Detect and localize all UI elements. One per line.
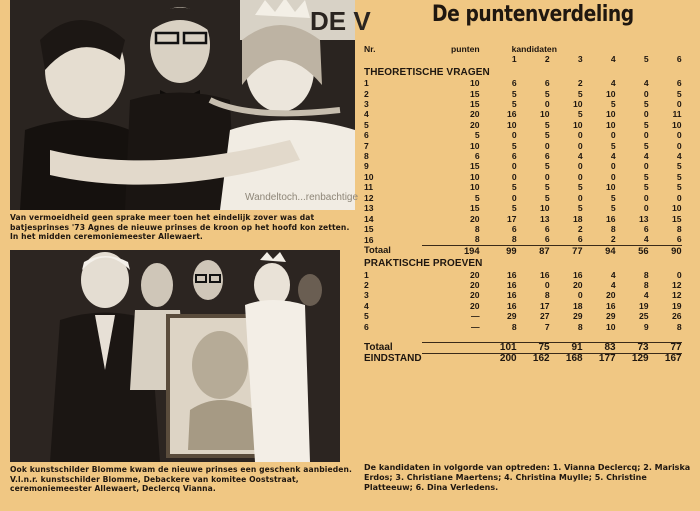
score-cell: 5 — [511, 182, 517, 193]
score-cell: 11 — [672, 109, 682, 120]
final-label: EINDSTAND — [364, 353, 422, 365]
score-cell: 10 — [507, 119, 517, 130]
score-cell: 10 — [573, 99, 583, 110]
table-header-row — [364, 54, 682, 64]
score-cell: 8 — [544, 290, 550, 301]
header-candidate-1: 1 — [511, 54, 517, 65]
score-cell: 5 — [511, 99, 517, 110]
score-cell: 5 — [544, 130, 550, 141]
score-cell: 0 — [511, 192, 517, 203]
score-cell: 5 — [577, 109, 583, 120]
theory-row — [364, 130, 682, 140]
score-cell: 4 — [610, 279, 616, 290]
score-cell: 19 — [639, 300, 649, 311]
score-cell: 0 — [577, 290, 583, 301]
score-cell: 0 — [577, 161, 583, 172]
score-cell: 16 — [606, 300, 616, 311]
score-cell: 5 — [544, 182, 550, 193]
score-cell: 29 — [573, 311, 583, 322]
score-cell: 13 — [639, 213, 649, 224]
photo-painting-image — [10, 250, 340, 462]
theory-row — [364, 234, 682, 245]
table-header-row — [364, 44, 682, 54]
theory-row — [364, 214, 682, 224]
score-cell: 10 — [672, 203, 682, 214]
score-cell: 5 — [544, 88, 550, 99]
theory-row — [364, 109, 682, 119]
total-cell: 99 — [484, 245, 517, 256]
score-cell: 12 — [672, 290, 682, 301]
score-cell: 16 — [540, 269, 550, 280]
header-nr: Nr. — [364, 44, 376, 54]
score-cell: 29 — [507, 311, 517, 322]
score-cell: 7 — [544, 321, 550, 332]
score-cell: 5 — [676, 171, 682, 182]
question-nr: 16 — [364, 234, 374, 245]
score-cell: 4 — [610, 78, 616, 89]
score-cell: 0 — [610, 130, 616, 141]
score-cell: 5 — [577, 203, 583, 214]
theory-row — [364, 78, 682, 88]
score-cell: 0 — [577, 171, 583, 182]
header-candidate-3: 3 — [577, 54, 583, 65]
total-cell: 87 — [517, 245, 550, 256]
final-cell: 177 — [583, 354, 616, 365]
question-nr: 5 — [364, 119, 369, 130]
max-points: 8 — [474, 234, 480, 245]
practice-row — [364, 270, 682, 280]
score-cell: 0 — [676, 130, 682, 141]
practice-row — [364, 301, 682, 311]
max-points: 20 — [470, 119, 480, 130]
score-cell: 4 — [676, 151, 682, 162]
score-cell: 0 — [610, 161, 616, 172]
question-nr: 7 — [364, 140, 369, 151]
score-cell: 5 — [511, 88, 517, 99]
score-cell: 8 — [610, 223, 616, 234]
final-row — [364, 354, 682, 365]
practice-row — [364, 311, 682, 321]
theory-total-row — [364, 245, 682, 256]
max-points: 10 — [470, 140, 480, 151]
score-cell: 4 — [643, 234, 649, 245]
score-cell: 5 — [610, 203, 616, 214]
score-cell: 16 — [507, 290, 517, 301]
theory-row — [364, 99, 682, 109]
score-cell: 18 — [573, 300, 583, 311]
score-cell: 16 — [507, 279, 517, 290]
score-cell: 5 — [610, 192, 616, 203]
max-points: 15 — [470, 88, 480, 99]
score-cell: 0 — [577, 140, 583, 151]
score-cell: 5 — [676, 88, 682, 99]
total-max-points: 194 — [422, 245, 484, 256]
score-cell: 17 — [540, 300, 550, 311]
total-label: Totaal — [364, 341, 393, 353]
header-candidate-4: 4 — [610, 54, 616, 65]
score-cell: 9 — [643, 321, 649, 332]
header-candidate-6: 6 — [676, 54, 682, 65]
max-points: 20 — [470, 109, 480, 120]
score-cell: 0 — [643, 130, 649, 141]
score-cell: 16 — [507, 109, 517, 120]
question-nr: 2 — [364, 88, 369, 99]
score-cell: 6 — [577, 234, 583, 245]
score-cell: 6 — [643, 223, 649, 234]
total-cell: 56 — [616, 245, 649, 256]
practice-row — [364, 290, 682, 300]
score-cell: 10 — [606, 88, 616, 99]
question-nr: 14 — [364, 213, 374, 224]
header-blank — [422, 54, 484, 64]
score-cell: 0 — [511, 171, 517, 182]
score-cell: 4 — [610, 151, 616, 162]
question-nr: 6 — [364, 130, 369, 141]
score-cell: 0 — [676, 140, 682, 151]
theory-row — [364, 203, 682, 213]
practice-row — [364, 280, 682, 290]
max-points: 10 — [470, 171, 480, 182]
score-cell: 0 — [643, 109, 649, 120]
candidates-footnote: De kandidaten in volgorde van optreden: 1. Vianna Declercq; 2. Mariska Erdos; 3. Christiane Maertens; 4. Christina Muylle; 5. Christine Platteeuw; 6. Dina Verledens. — [364, 463, 691, 492]
score-cell: 5 — [544, 161, 550, 172]
theory-row — [364, 182, 682, 192]
question-nr: 8 — [364, 151, 369, 162]
score-cell: 10 — [573, 119, 583, 130]
max-points: 20 — [470, 290, 480, 301]
score-cell: 19 — [672, 300, 682, 311]
score-cell: 6 — [676, 234, 682, 245]
proof-nr: 4 — [364, 300, 369, 311]
theory-row — [364, 224, 682, 234]
max-points: 15 — [470, 161, 480, 172]
score-cell: 10 — [606, 109, 616, 120]
score-cell: 5 — [676, 161, 682, 172]
score-cell: 2 — [610, 234, 616, 245]
photo-painting-gift — [10, 250, 340, 462]
score-cell: 6 — [511, 151, 517, 162]
proof-nr: 5 — [364, 311, 369, 322]
score-cell: 6 — [544, 234, 550, 245]
ghost-text: Wandeltoch...renbachtige — [245, 192, 359, 203]
total-cell: 75 — [517, 342, 550, 353]
header-blank — [364, 54, 422, 64]
max-points: 20 — [470, 279, 480, 290]
theory-row — [364, 172, 682, 182]
max-points: 20 — [470, 269, 480, 280]
theory-row — [364, 161, 682, 171]
score-cell: 5 — [511, 203, 517, 214]
max-points: 8 — [474, 223, 480, 234]
score-cell: 8 — [676, 321, 682, 332]
score-cell: 16 — [507, 269, 517, 280]
score-cell: 27 — [540, 311, 550, 322]
total-cell: 77 — [550, 245, 583, 256]
practice-row — [364, 322, 682, 332]
question-nr: 10 — [364, 171, 374, 182]
theory-row — [364, 141, 682, 151]
score-cell: 0 — [544, 279, 550, 290]
caption-painting-gift: Ook kunstschilder Blomme kwam de nieuwe prinses een geschenk aanbieden. V.l.n.r. kunstschilder Blomme, Debackere van komitee Ooststraat, ceremoniemeester Allewaert, Declercq Vianna. — [10, 465, 353, 494]
theory-row — [364, 89, 682, 99]
score-cell: 5 — [643, 140, 649, 151]
score-cell: 6 — [676, 78, 682, 89]
proof-nr: 6 — [364, 321, 369, 332]
max-points: 5 — [474, 192, 480, 203]
spacer — [364, 332, 422, 342]
score-cell: 6 — [511, 78, 517, 89]
theory-row — [364, 193, 682, 203]
max-points: — — [471, 321, 480, 332]
score-cell: 0 — [511, 130, 517, 141]
question-nr: 13 — [364, 203, 374, 214]
score-cell: 0 — [643, 161, 649, 172]
score-cell: 5 — [643, 182, 649, 193]
score-cell: 20 — [573, 279, 583, 290]
score-cell: 18 — [573, 213, 583, 224]
final-cell: 168 — [550, 354, 583, 365]
score-cell: 4 — [643, 290, 649, 301]
score-cell: 10 — [540, 109, 550, 120]
score-cell: 0 — [643, 192, 649, 203]
score-cell: 16 — [507, 300, 517, 311]
score-cell: 0 — [544, 171, 550, 182]
question-nr: 12 — [364, 192, 374, 203]
score-cell: 2 — [577, 78, 583, 89]
score-cell: 17 — [507, 213, 517, 224]
score-cell: 0 — [511, 161, 517, 172]
max-points: 20 — [470, 213, 480, 224]
score-cell: 6 — [544, 78, 550, 89]
question-nr: 15 — [364, 223, 374, 234]
score-cell: 0 — [643, 203, 649, 214]
score-cell: 2 — [577, 223, 583, 234]
blank — [422, 354, 484, 365]
question-nr: 1 — [364, 78, 369, 89]
score-cell: 4 — [577, 151, 583, 162]
proof-nr: 3 — [364, 290, 369, 301]
theory-row — [364, 151, 682, 161]
score-cell: 4 — [643, 78, 649, 89]
score-cell: 0 — [643, 88, 649, 99]
score-cell: 0 — [577, 130, 583, 141]
max-points: 20 — [470, 300, 480, 311]
section-row — [364, 256, 682, 269]
final-cell: 167 — [649, 354, 682, 365]
score-cell: 5 — [610, 99, 616, 110]
total-label: Totaal — [364, 244, 391, 256]
blank — [422, 342, 484, 353]
header-candidate-2: 2 — [544, 54, 550, 65]
score-cell: 10 — [606, 119, 616, 130]
max-points: 6 — [474, 151, 480, 162]
max-points: 10 — [470, 78, 480, 89]
score-cell: 8 — [676, 223, 682, 234]
max-points: 10 — [470, 182, 480, 193]
proof-nr: 1 — [364, 269, 369, 280]
theory-row — [364, 120, 682, 130]
total-cell: 94 — [583, 245, 616, 256]
final-cell: 129 — [616, 354, 649, 365]
score-cell: 5 — [643, 171, 649, 182]
score-cell: 29 — [606, 311, 616, 322]
score-cell: 5 — [511, 140, 517, 151]
question-nr: 9 — [364, 161, 369, 172]
total-cell: 101 — [484, 342, 517, 353]
score-cell: 8 — [511, 234, 517, 245]
score-cell: 0 — [676, 99, 682, 110]
score-cell: 16 — [573, 269, 583, 280]
section-title-theory: THEORETISCHE VRAGEN — [364, 66, 490, 78]
page-title: De puntenverdeling — [432, 2, 634, 27]
score-cell: 4 — [643, 151, 649, 162]
section-row — [364, 65, 682, 78]
score-cell: 10 — [672, 119, 682, 130]
score-cell: 8 — [643, 269, 649, 280]
max-points: — — [471, 311, 480, 322]
score-cell: 13 — [540, 213, 550, 224]
score-cell: 6 — [544, 151, 550, 162]
max-points: 5 — [474, 130, 480, 141]
score-cell: 0 — [676, 192, 682, 203]
banner-text: DE V — [310, 6, 371, 36]
total-cell: 73 — [616, 342, 649, 353]
spacer-row — [364, 332, 682, 342]
score-table — [364, 44, 682, 365]
score-cell: 0 — [676, 269, 682, 280]
score-cell: 25 — [639, 311, 649, 322]
max-points: 15 — [470, 203, 480, 214]
score-cell: 5 — [577, 182, 583, 193]
question-nr: 4 — [364, 109, 369, 120]
score-cell: 12 — [672, 279, 682, 290]
score-cell: 0 — [577, 192, 583, 203]
score-cell: 15 — [672, 213, 682, 224]
total-cell: 77 — [649, 342, 682, 353]
section-title-practice: PRAKTISCHE PROEVEN — [364, 258, 483, 270]
score-cell: 6 — [511, 223, 517, 234]
proof-nr: 2 — [364, 279, 369, 290]
score-cell: 8 — [577, 321, 583, 332]
score-cell: 6 — [544, 223, 550, 234]
score-cell: 8 — [643, 279, 649, 290]
score-cell: 5 — [544, 192, 550, 203]
total-cell: 83 — [583, 342, 616, 353]
question-nr: 3 — [364, 99, 369, 110]
score-cell: 26 — [672, 311, 682, 322]
score-cell: 0 — [544, 99, 550, 110]
score-cell: 5 — [544, 119, 550, 130]
score-cell: 5 — [643, 99, 649, 110]
final-cell: 162 — [517, 354, 550, 365]
score-cell: 5 — [643, 119, 649, 130]
score-cell: 4 — [610, 269, 616, 280]
total-cell: 91 — [550, 342, 583, 353]
max-points: 15 — [470, 99, 480, 110]
score-cell: 20 — [606, 290, 616, 301]
score-cell: 0 — [610, 171, 616, 182]
score-cell: 5 — [577, 88, 583, 99]
score-cell: 5 — [676, 182, 682, 193]
score-cell: 10 — [606, 182, 616, 193]
header-punten: punten — [450, 44, 480, 54]
score-cell: 10 — [540, 203, 550, 214]
header-kandidaten: kandidaten — [511, 44, 557, 54]
final-cell: 200 — [484, 354, 517, 365]
score-cell: 16 — [606, 213, 616, 224]
score-cell: 10 — [606, 321, 616, 332]
header-candidate-5: 5 — [643, 54, 649, 65]
total-cell: 90 — [649, 245, 682, 256]
score-cell: 0 — [544, 140, 550, 151]
score-cell: 8 — [511, 321, 517, 332]
question-nr: 11 — [364, 182, 374, 193]
score-cell: 5 — [610, 140, 616, 151]
caption-crowning: Van vermoeidheid geen sprake meer toen het eindelijk zover was dat batjesprinses '73 Agnes de nieuwe prinses de kroon op het hoofd kon zetten. In het midden ceremoniemeester Allewaert. — [10, 213, 350, 242]
